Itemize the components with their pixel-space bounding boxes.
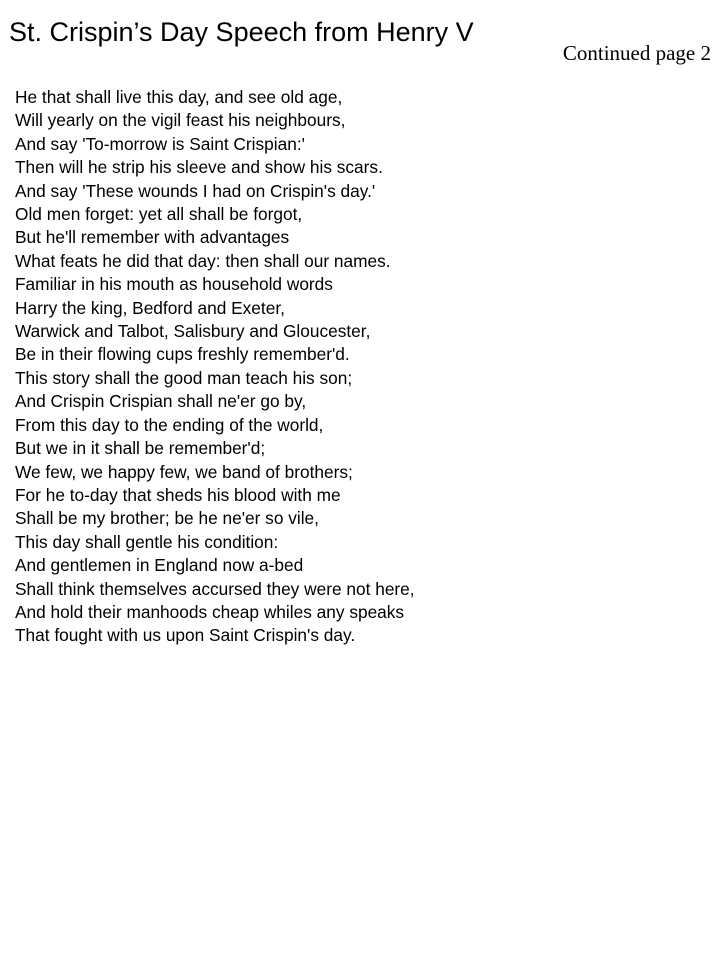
speech-line: And say 'To-morrow is Saint Crispian:' <box>15 133 305 154</box>
speech-line: That fought with us upon Saint Crispin's day. <box>15 625 356 646</box>
speech-text <box>15 86 705 648</box>
speech-line: But he'll remember with advantages <box>15 227 290 248</box>
speech-line: This story shall the good man teach his son; <box>15 367 353 388</box>
speech-line: For he to-day that sheds his blood with me <box>15 484 341 505</box>
speech-line: Then will he strip his sleeve and show his scars. <box>15 157 383 178</box>
speech-line: Harry the king, Bedford and Exeter, <box>15 297 285 318</box>
speech-line: Familiar in his mouth as household words <box>15 274 333 295</box>
speech-line: Be in their flowing cups freshly remember'd. <box>15 344 350 365</box>
speech-line: Will yearly on the vigil feast his neighbours, <box>15 110 346 131</box>
speech-line: And gentlemen in England now a-bed <box>15 555 304 576</box>
speech-line: But we in it shall be remember'd; <box>15 438 266 459</box>
speech-line: And say 'These wounds I had on Crispin's day.' <box>15 180 376 201</box>
speech-line: Shall be my brother; be he ne'er so vile, <box>15 508 319 529</box>
speech-line: This day shall gentle his condition: <box>15 531 279 552</box>
speech-line: And hold their manhoods cheap whiles any speaks <box>15 601 405 622</box>
speech-line: Old men forget: yet all shall be forgot, <box>15 204 303 225</box>
speech-line: What feats he did that day: then shall our names. <box>15 250 391 271</box>
speech-line: He that shall live this day, and see old age, <box>15 87 343 107</box>
speech-line: And Crispin Crispian shall ne'er go by, <box>15 391 307 412</box>
page-title: St. Crispin’s Day Speech from Henry V <box>9 17 474 47</box>
speech-line: Shall think themselves accursed they were not here, <box>15 578 415 599</box>
speech-line: We few, we happy few, we band of brothers; <box>15 461 353 482</box>
speech-line: From this day to the ending of the world, <box>15 414 324 435</box>
continued-note: Continued page 2 <box>562 41 711 65</box>
speech-line: Warwick and Talbot, Salisbury and Gloucester, <box>15 321 371 342</box>
